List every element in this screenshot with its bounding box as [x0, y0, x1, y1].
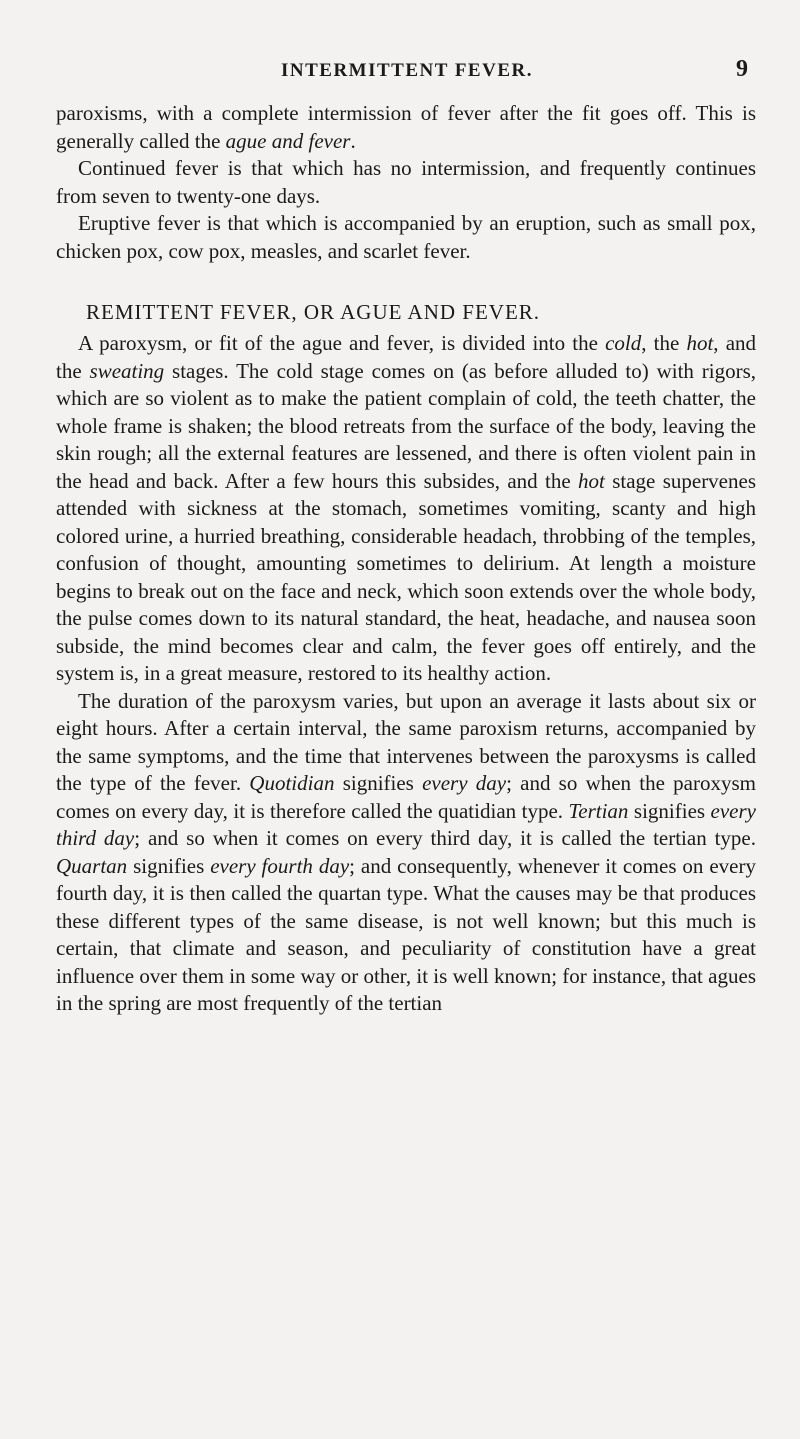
- text-run: signifies: [127, 853, 211, 878]
- italic-run: Quotidian: [249, 771, 335, 795]
- italic-run: ague and fever: [225, 128, 351, 153]
- text-run: signifies: [334, 771, 423, 795]
- section-heading: REMITTENT FEVER, OR AGUE AND FEVER.: [86, 300, 541, 324]
- text-run: A paroxysm, or fit of the ague and fever, is divided into the: [78, 331, 606, 355]
- italic-run: every fourth day: [210, 853, 350, 878]
- italic-run: hot: [686, 331, 714, 355]
- paragraph: [56, 688, 756, 1018]
- text-run: signifies: [628, 798, 711, 823]
- text-run: stages. The cold stage comes on (as before alluded to) with rigors, which are so violent as to make the patient complain of cold, the teeth chatter, the whole frame is shaken; the blood retreats from the surface of the body, leaving the skin rough; all the external features are lessened, and there is often violent pain in the head and back. After a few hours this subsides, and the: [56, 358, 757, 493]
- italic-run: hot: [578, 468, 605, 493]
- text-run: , the: [641, 331, 687, 355]
- text-run: ; and so when the paroxysm comes on every day, it is therefore called the quatidian type.: [56, 771, 756, 823]
- page-number: 9: [736, 56, 748, 82]
- italic-run: every day: [422, 771, 507, 795]
- text-run: paroxisms, with a complete intermission of fever after the fit goes off. This is generally called the: [56, 101, 756, 153]
- text-run: Continued fever is that which has no intermission, and frequently continues from seven to twenty-one days.: [56, 156, 756, 208]
- running-head-title: INTERMITTENT FEVER.: [281, 60, 533, 81]
- italic-run: Quartan: [56, 853, 128, 878]
- text-run: .: [350, 128, 356, 153]
- italic-run: sweating: [89, 358, 165, 383]
- text-run: ; and consequently, whenever it comes on every fourth day, it is then called the quartan type. What the causes may be that produces these different types of the same disease, is not well known; but this much is certain, that climate and season, and peculiarity of constitution have a great influence over them in some way or other, it is well known; for instance, that agues in the spring are most frequently of the tertian: [56, 853, 756, 1015]
- paragraph: [56, 100, 756, 155]
- page-body: [56, 100, 756, 1018]
- paragraph: [56, 155, 756, 210]
- text-run: stage supervenes attended with sickness at the stomach, sometimes vomiting, scanty and high colored urine, a hurried breathing, considerable headach, throbbing of the temples, confusion of thought, amounting sometimes to delirium. At length a moisture begins to break out on the face and neck, which soon extends over the whole body, the pulse comes down to its natural standard, the heat, headache, and nausea soon subside, the mind becomes clear and calm, the fever goes off entirely, and the system is, in a great measure, restored to its healthy action.: [56, 468, 756, 685]
- running-head: [56, 56, 758, 90]
- italic-run: cold: [605, 331, 642, 355]
- text-run: Eruptive fever is that which is accompanied by an eruption, such as small pox, chicken pox, cow pox, measles, and scarlet fever.: [56, 211, 756, 263]
- text-run: ; and so when it comes on every third day, it is called the tertian type.: [134, 826, 756, 850]
- paragraph: [56, 210, 756, 265]
- italic-run: Tertian: [568, 798, 629, 823]
- italic-run: every third day: [56, 798, 756, 850]
- text-run: The duration of the paroxysm varies, but upon an average it lasts about six or eight hours. After a certain interval, the same paroxism returns, accompanied by the same symptoms, and the time that intervenes between the paroxysms is called the type of the fever.: [56, 688, 756, 795]
- paragraph: [56, 330, 756, 688]
- text-run: , and the: [56, 331, 757, 383]
